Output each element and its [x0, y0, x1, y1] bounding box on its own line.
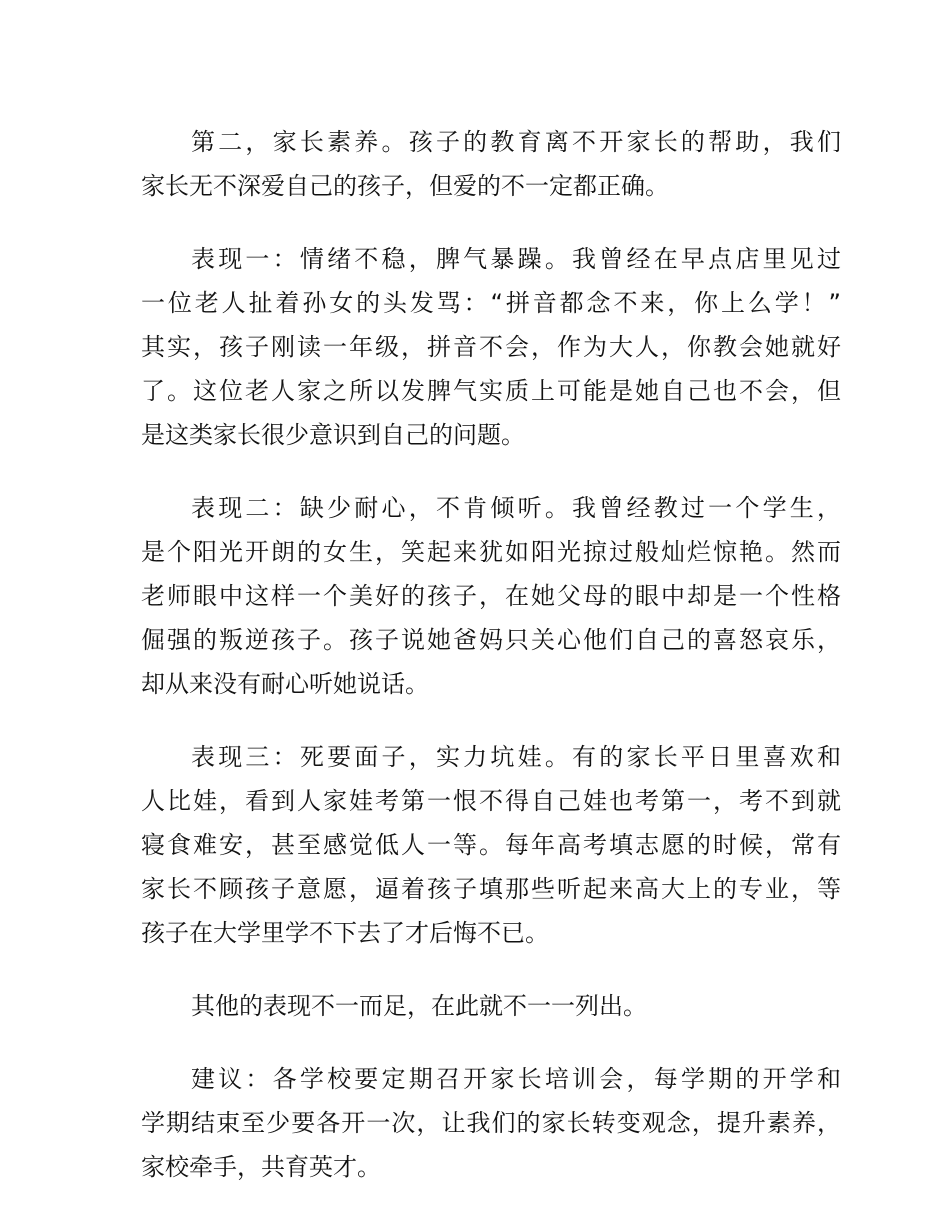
- text-line: 其实，孩子刚读一年级，拼音不会，作为大人，你教会她就好: [141, 333, 841, 361]
- text-line: 人比娃，看到人家娃考第一恨不得自己娃也考第一，考不到就: [141, 787, 841, 815]
- paragraph-behavior-two: [141, 486, 841, 706]
- text-line: 是这类家长很少意识到自己的问题。: [141, 421, 525, 449]
- paragraph-parent-literacy: [141, 120, 841, 208]
- text-line: 老师眼中这样一个美好的孩子，在她父母的眼中却是一个性格: [141, 582, 841, 610]
- paragraph-behavior-three: [141, 735, 841, 955]
- text-line: 表现一：情绪不稳，脾气暴躁。我曾经在早点店里见过: [191, 245, 841, 273]
- text-line: 家长无不深爱自己的孩子，但爱的不一定都正确。: [141, 172, 669, 200]
- paragraph-other-behaviors: [141, 984, 841, 1028]
- text-line: 却从来没有耐心听她说话。: [141, 670, 429, 698]
- paragraph-suggestion: [141, 1057, 841, 1189]
- text-line: 是个阳光开朗的女生，笑起来犹如阳光掠过般灿烂惊艳。然而: [141, 538, 841, 566]
- text-line: 其他的表现不一而足，在此就不一一列出。: [191, 992, 647, 1020]
- text-line: 表现二：缺少耐心，不肯倾听。我曾经教过一个学生，: [191, 494, 841, 522]
- text-line: 寝食难安，甚至感觉低人一等。每年高考填志愿的时候，常有: [141, 831, 841, 859]
- text-line: 家校牵手，共育英才。: [141, 1153, 381, 1181]
- text-line: 倔强的叛逆孩子。孩子说她爸妈只关心他们自己的喜怒哀乐，: [141, 626, 841, 654]
- text-line: 一位老人扯着孙女的头发骂：“拼音都念不来，你上么学！”: [141, 289, 841, 317]
- text-line: 孩子在大学里学不下去了才后悔不已。: [141, 919, 549, 947]
- text-line: 了。这位老人家之所以发脾气实质上可能是她自己也不会，但: [141, 377, 841, 405]
- document-body: [141, 120, 841, 1218]
- text-line: 第二，家长素养。孩子的教育离不开家长的帮助，我们: [191, 128, 841, 156]
- paragraph-behavior-one: [141, 237, 841, 457]
- text-line: 建议：各学校要定期召开家长培训会，每学期的开学和: [191, 1065, 841, 1093]
- text-line: 表现三：死要面子，实力坑娃。有的家长平日里喜欢和: [191, 743, 841, 771]
- text-line: 学期结束至少要各开一次，让我们的家长转变观念，提升素养，: [141, 1109, 841, 1137]
- text-line: 家长不顾孩子意愿，逼着孩子填那些听起来高大上的专业，等: [141, 875, 841, 903]
